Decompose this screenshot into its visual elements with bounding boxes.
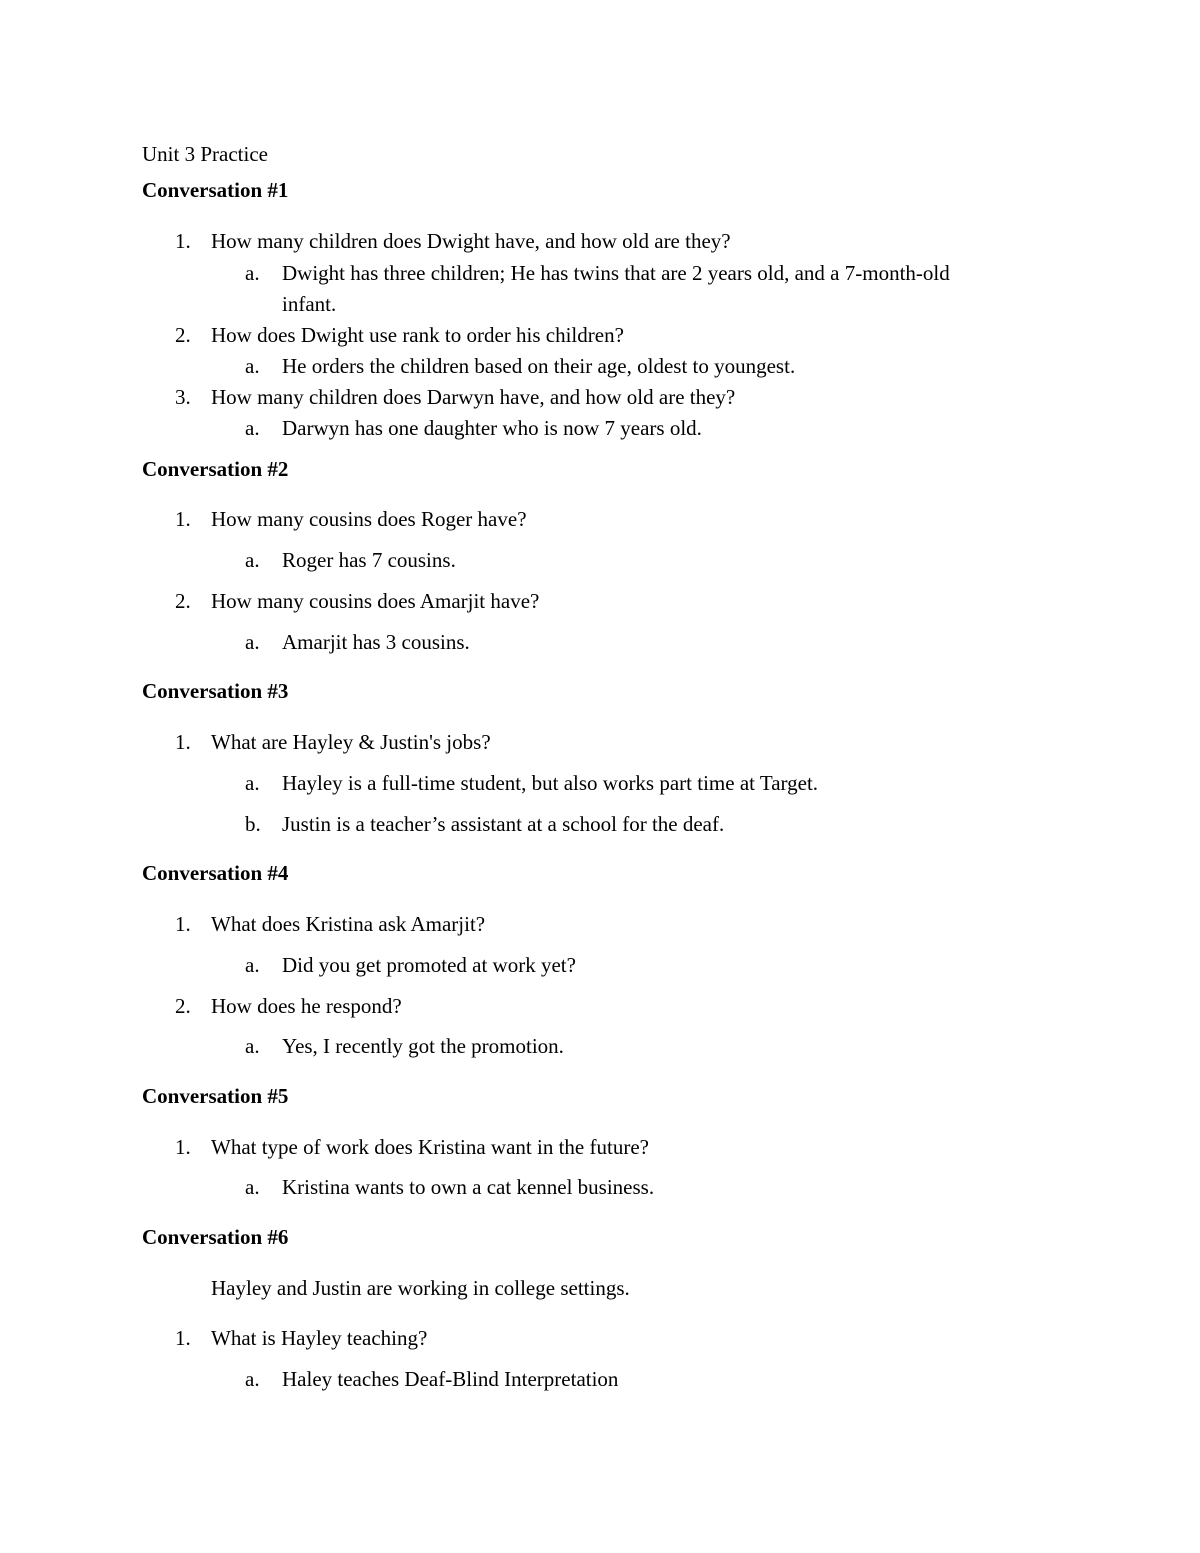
question-number: 2.: [175, 994, 191, 1018]
answer-text: Haley teaches Deaf-Blind Interpretation: [282, 1367, 619, 1391]
answer-label: a.: [245, 630, 260, 654]
question-text: How many children does Darwyn have, and how old are they?: [211, 385, 736, 409]
answer-label: a.: [245, 1175, 260, 1199]
answer-label: a.: [245, 416, 260, 440]
section-heading: Conversation #5: [142, 1084, 289, 1108]
answer-label: a.: [245, 354, 260, 378]
answer-text: Amarjit has 3 cousins.: [282, 630, 470, 654]
question-number: 1.: [175, 1326, 191, 1350]
question-text: How many cousins does Roger have?: [211, 507, 527, 531]
answer-label: a.: [245, 953, 260, 977]
question-text: How many children does Dwight have, and how old are they?: [211, 229, 731, 253]
question-text: What does Kristina ask Amarjit?: [211, 912, 486, 936]
section-heading: Conversation #2: [142, 457, 289, 481]
section-heading: Conversation #3: [142, 679, 289, 703]
section-intro: Hayley and Justin are working in college settings.: [211, 1276, 630, 1300]
section-heading: Conversation #1: [142, 178, 289, 202]
answer-label: a.: [245, 1367, 260, 1391]
answer-text: Kristina wants to own a cat kennel business.: [282, 1175, 655, 1199]
section-heading: Conversation #6: [142, 1225, 289, 1249]
question-text: How does Dwight use rank to order his children?: [211, 323, 624, 347]
question-number: 3.: [175, 385, 191, 409]
answer-label: a.: [245, 548, 260, 572]
question-number: 1.: [175, 507, 191, 531]
answer-text: Roger has 7 cousins.: [282, 548, 456, 572]
answer-text: Darwyn has one daughter who is now 7 years old.: [282, 416, 702, 440]
question-number: 1.: [175, 912, 191, 936]
answer-text: Hayley is a full-time student, but also works part time at Target.: [282, 771, 819, 795]
question-number: 1.: [175, 1135, 191, 1159]
question-number: 2.: [175, 589, 191, 613]
question-text: What is Hayley teaching?: [211, 1326, 428, 1350]
answer-text: infant.: [282, 292, 337, 316]
question-number: 2.: [175, 323, 191, 347]
answer-label: a.: [245, 771, 260, 795]
question-text: What type of work does Kristina want in the future?: [211, 1135, 649, 1159]
question-text: How many cousins does Amarjit have?: [211, 589, 540, 613]
question-number: 1.: [175, 730, 191, 754]
section-heading: Conversation #4: [142, 861, 289, 885]
answer-label: b.: [245, 812, 261, 836]
question-text: How does he respond?: [211, 994, 402, 1018]
answer-label: a.: [245, 1034, 260, 1058]
question-text: What are Hayley & Justin's jobs?: [211, 730, 491, 754]
answer-label: a.: [245, 261, 260, 285]
answer-text: Yes, I recently got the promotion.: [282, 1034, 564, 1058]
question-number: 1.: [175, 229, 191, 253]
answer-text: He orders the children based on their age, oldest to youngest.: [282, 354, 796, 378]
answer-text: Did you get promoted at work yet?: [282, 953, 576, 977]
answer-text: Dwight has three children; He has twins that are 2 years old, and a 7-month-old: [282, 261, 950, 285]
answer-text: Justin is a teacher’s assistant at a school for the deaf.: [282, 812, 725, 836]
document-title: Unit 3 Practice: [142, 142, 268, 166]
